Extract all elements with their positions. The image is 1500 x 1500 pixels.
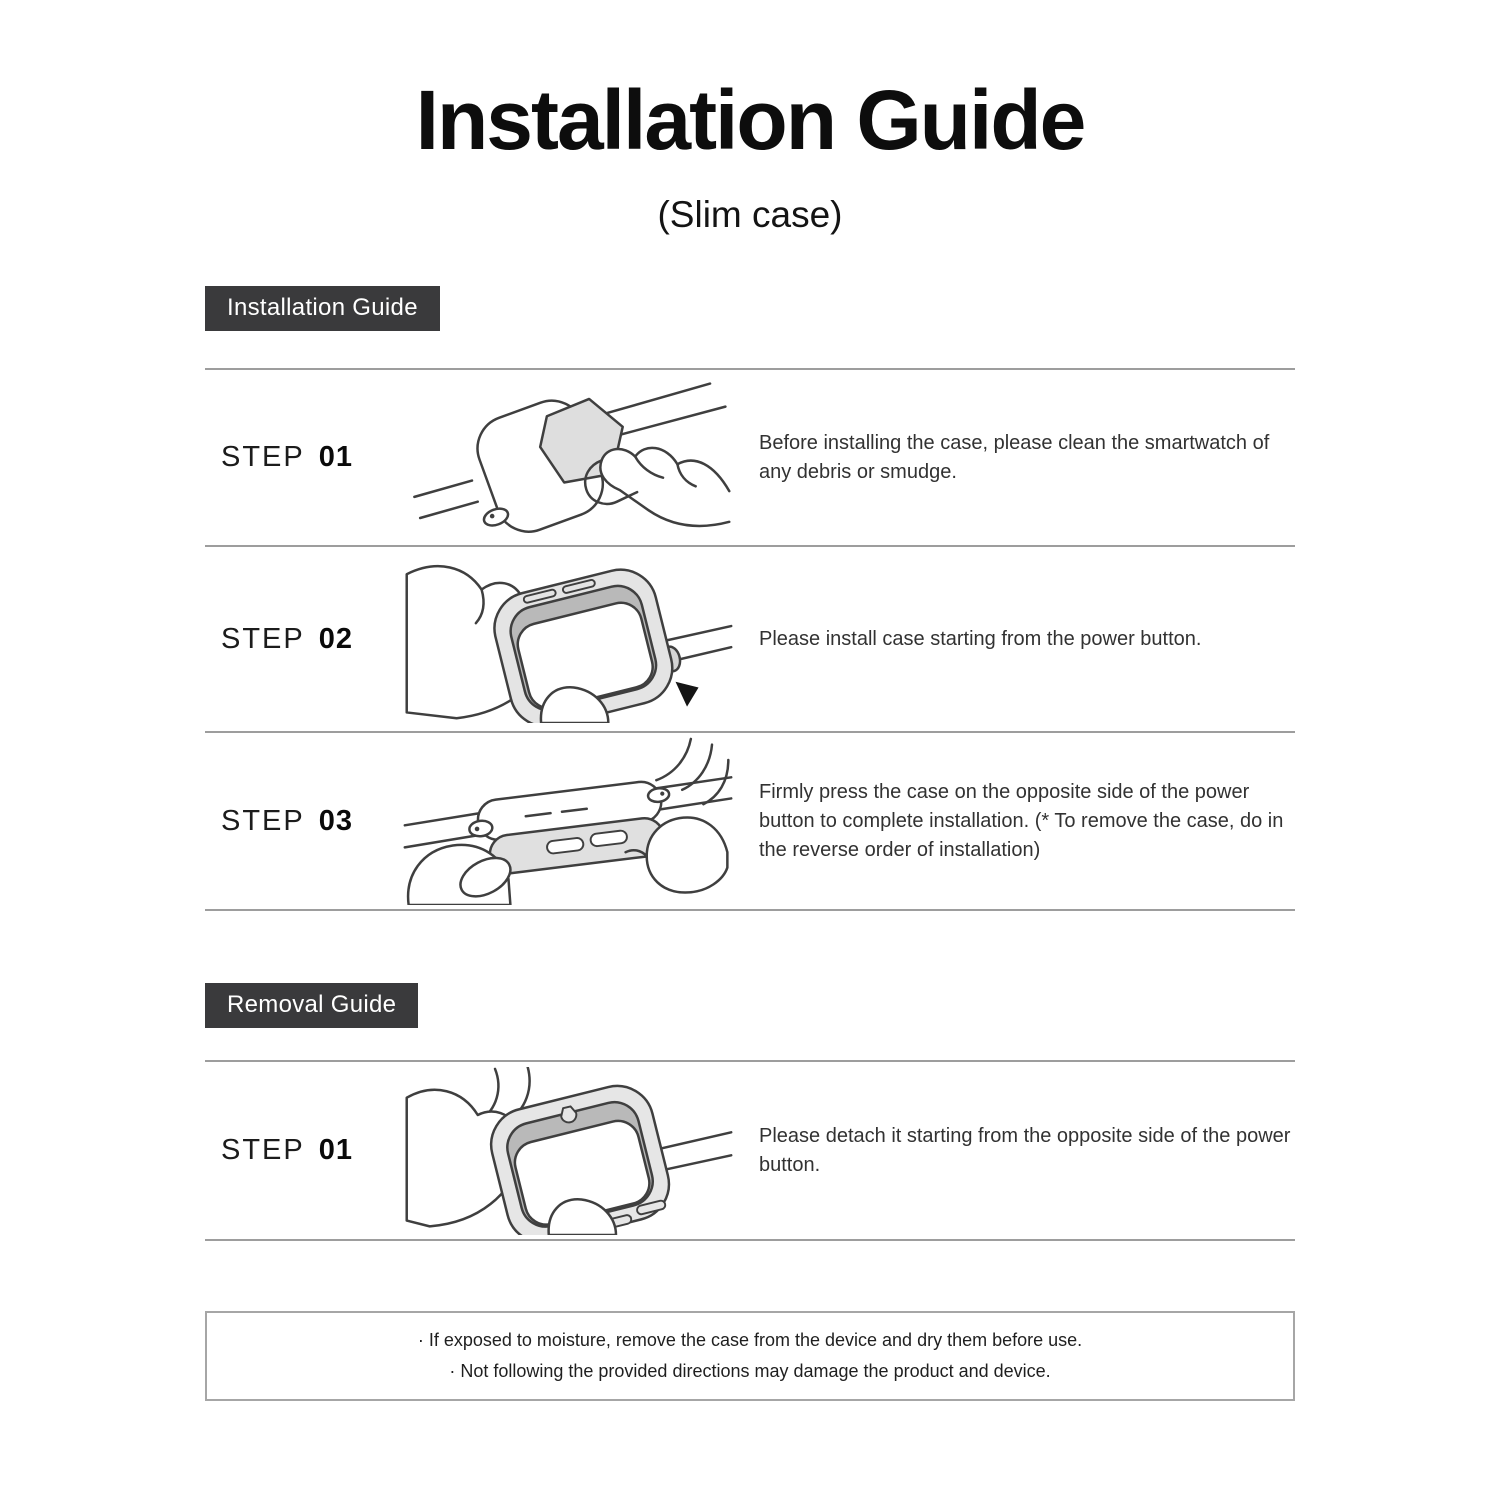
press-case-opposite-side-illustration	[390, 737, 745, 905]
notice-box	[205, 1311, 1295, 1401]
step-description: Before installing the case, please clean the smartwatch of any debris or smudge.	[759, 431, 1270, 483]
detach-case-opposite-side-illustration	[390, 1067, 745, 1235]
removal-guide-badge: Removal Guide	[205, 983, 418, 1028]
step-label	[205, 441, 390, 474]
step-number: 02	[318, 622, 354, 655]
content-area	[205, 236, 1295, 1401]
step-number: 01	[318, 441, 354, 474]
installation-steps	[205, 368, 1295, 911]
section-divider	[205, 909, 1295, 911]
step-label	[205, 805, 390, 838]
step-number: 03	[318, 804, 354, 837]
page-subtitle: (Slim case)	[657, 194, 843, 236]
install-case-from-power-button-illustration	[390, 555, 745, 723]
notice-line: · If exposed to moisture, remove the case from the device and dry them before use.	[417, 1329, 1083, 1350]
removal-steps	[205, 1060, 1295, 1241]
section-divider	[205, 1239, 1295, 1241]
install-step-1-row	[205, 370, 1295, 545]
step-word: STEP	[221, 804, 305, 837]
step-description: Please install case starting from the power button.	[759, 627, 1202, 650]
step-word: STEP	[221, 622, 305, 655]
install-step-2-row	[205, 547, 1295, 731]
removal-step-1-row	[205, 1062, 1295, 1239]
clean-smartwatch-illustration	[390, 374, 745, 542]
installation-guide-badge: Installation Guide	[205, 286, 440, 331]
page-title: Installation Guide	[415, 73, 1085, 167]
step-number: 01	[318, 1134, 354, 1167]
step-word: STEP	[221, 1134, 305, 1167]
step-description: Please detach it starting from the opposite side of the power button.	[759, 1124, 1291, 1176]
step-description: Firmly press the case on the opposite side of the power button to complete installation. (* To remove the case, do in the reverse order of installation)	[759, 780, 1284, 861]
step-label	[205, 623, 390, 656]
install-step-3-row	[205, 733, 1295, 909]
step-word: STEP	[221, 441, 305, 474]
step-label	[205, 1134, 390, 1167]
notice-line: · Not following the provided directions may damage the product and device.	[449, 1361, 1051, 1382]
